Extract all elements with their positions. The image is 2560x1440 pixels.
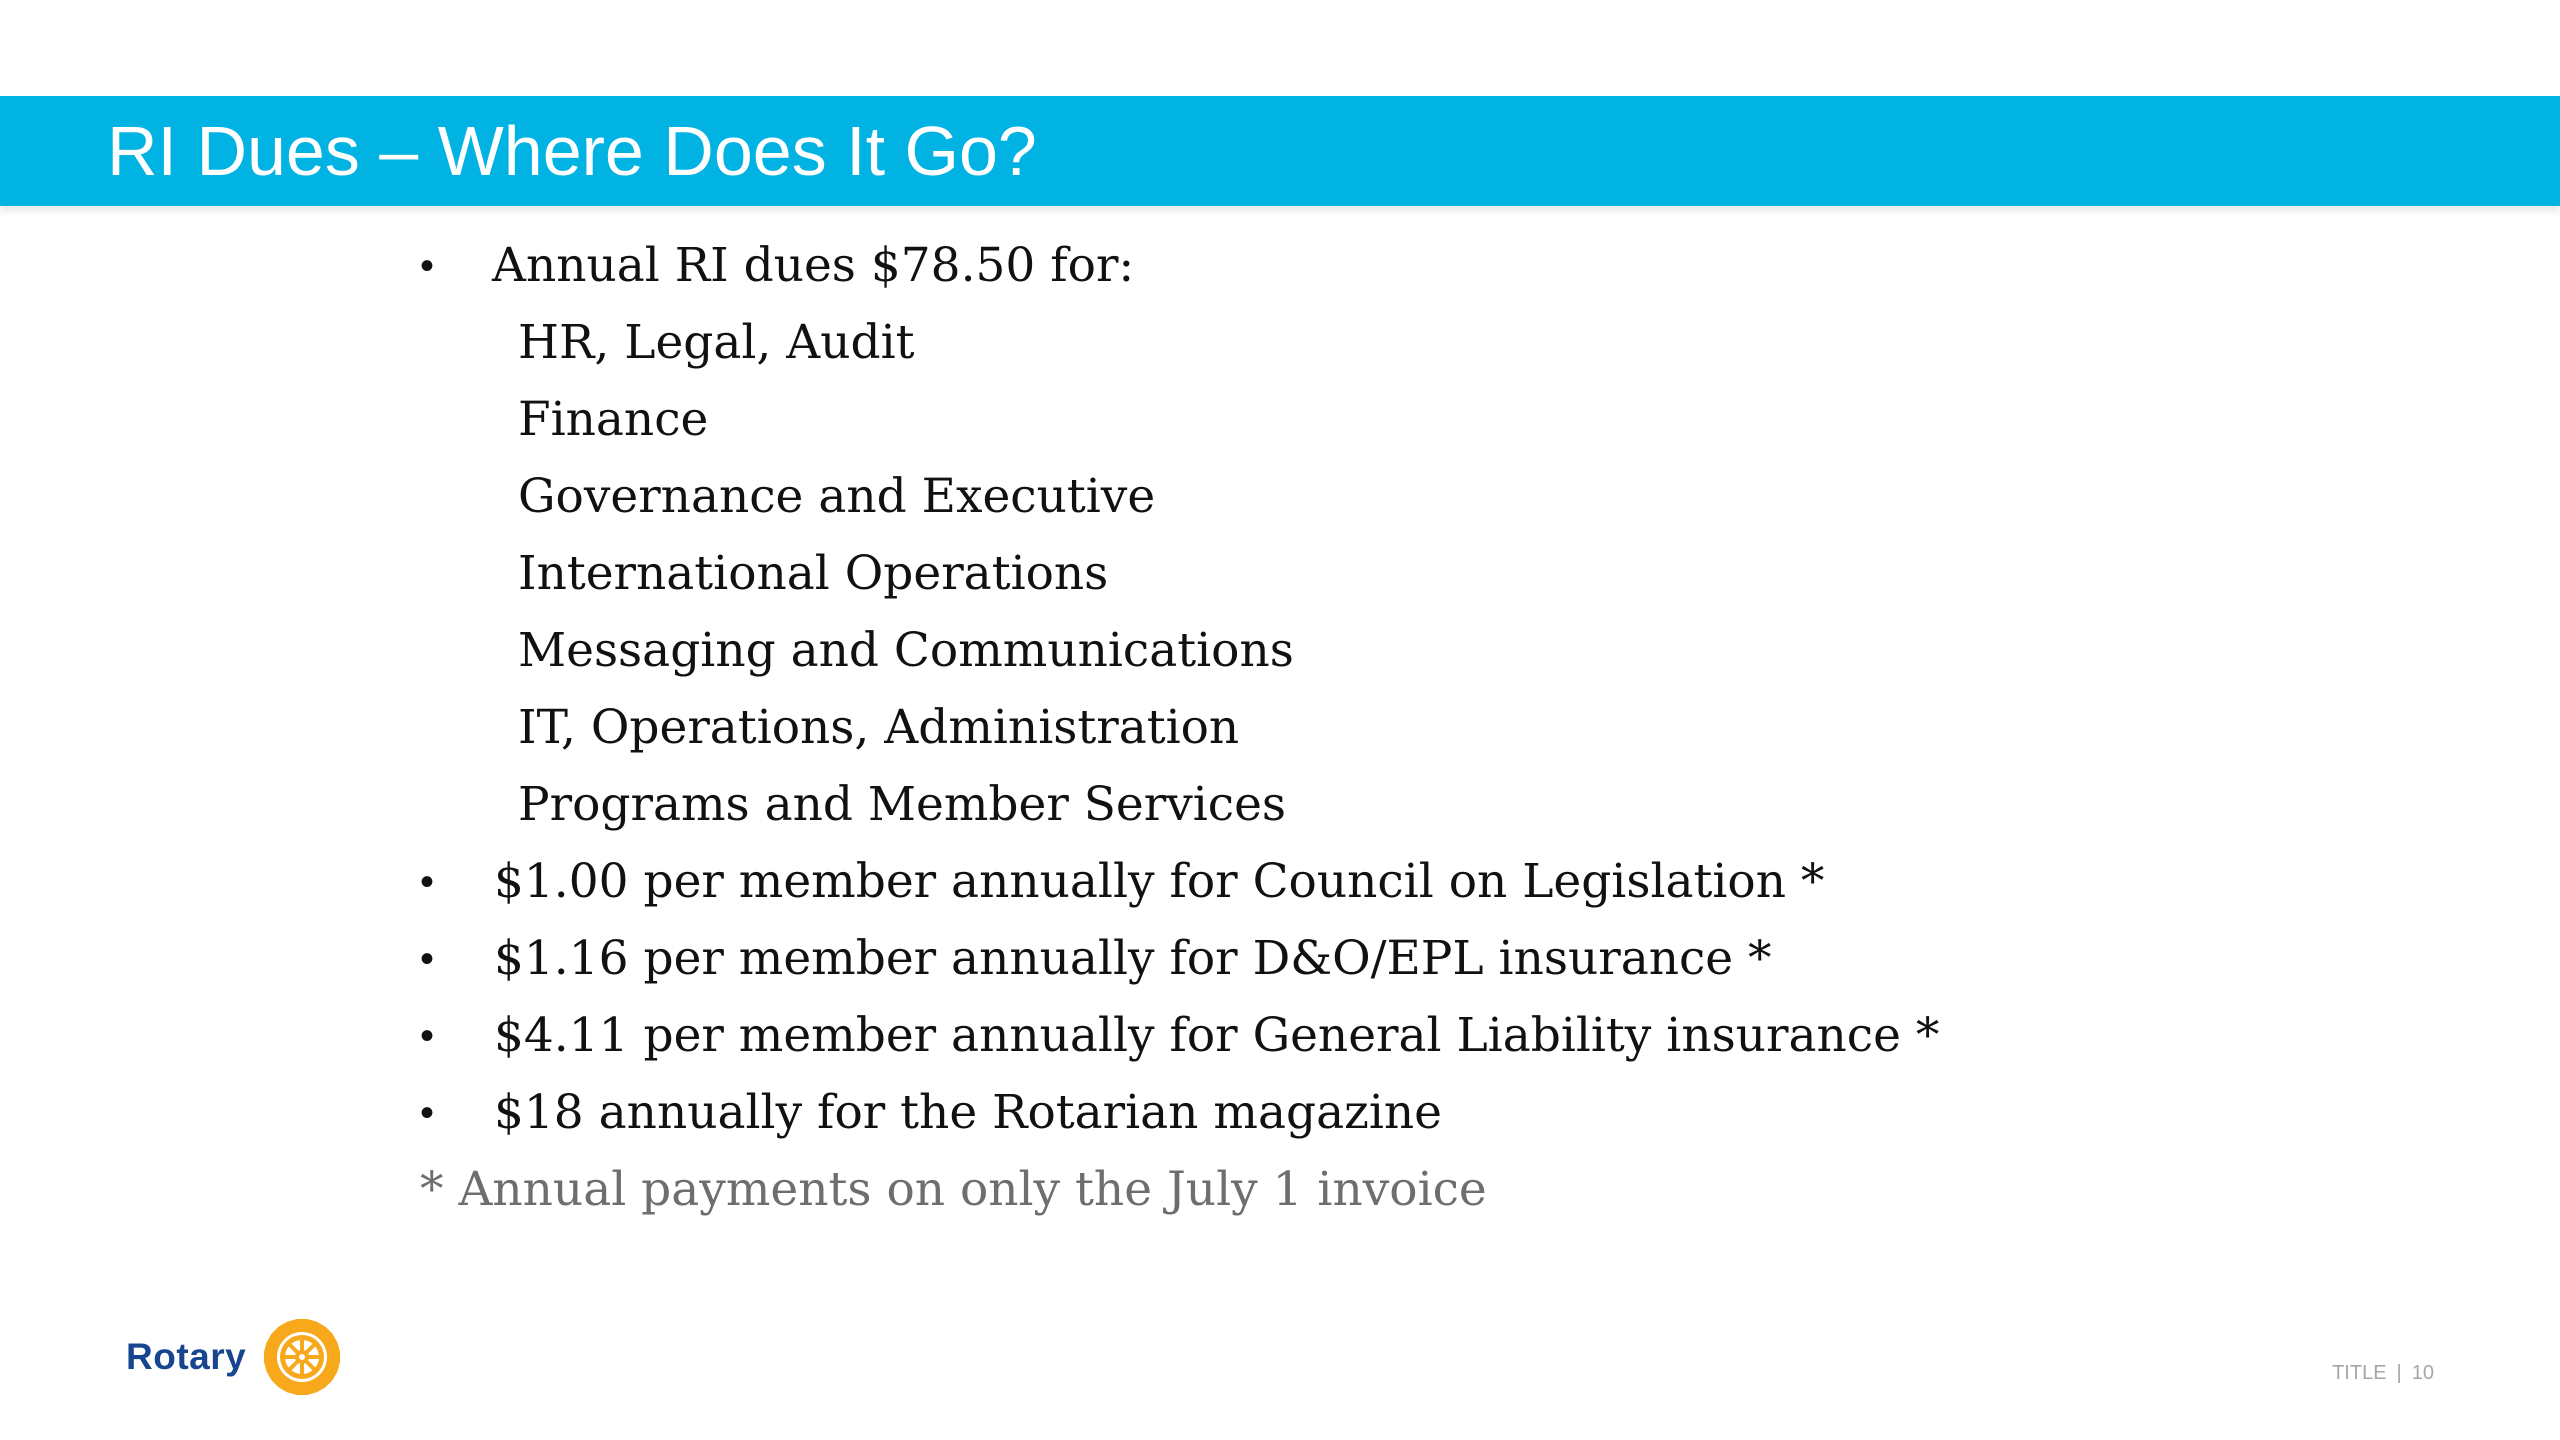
bullet-annual-dues: Annual RI dues $78.50 for: (492, 238, 1135, 293)
rotary-logo-text: Rotary (126, 1336, 247, 1377)
sub-item-finance: Finance (518, 392, 709, 447)
footer-separator: | (2396, 1362, 2402, 1384)
page-number: 10 (2411, 1362, 2434, 1384)
sub-item-messaging: Messaging and Communications (518, 623, 1294, 678)
footer-title: TITLE (2332, 1362, 2387, 1384)
sub-item-international-operations: International Operations (518, 546, 1109, 601)
bullet-marker: • (420, 244, 435, 288)
bullet-marker: • (420, 1014, 435, 1058)
bullet-general-liability: $4.11 per member annually for General Liability insurance * (494, 1008, 1940, 1063)
slide-title: RI Dues – Where Does It Go? (107, 112, 1037, 190)
sub-item-it-operations: IT, Operations, Administration (518, 700, 1240, 755)
footnote: * Annual payments on only the July 1 invoice (420, 1162, 1487, 1217)
rotary-wheel-icon (254, 1318, 350, 1396)
bullet-marker: • (420, 860, 435, 904)
bullet-council-on-legislation: $1.00 per member annually for Council on Legislation * (494, 854, 1825, 909)
bullet-marker: • (420, 937, 435, 981)
bullet-marker: • (420, 1091, 435, 1135)
sub-item-hr-legal-audit: HR, Legal, Audit (518, 315, 915, 370)
bullet-rotarian-magazine: $18 annually for the Rotarian magazine (494, 1085, 1442, 1140)
footer-page-label (2332, 1362, 2434, 1385)
sub-item-governance: Governance and Executive (518, 469, 1156, 524)
bullet-do-epl-insurance: $1.16 per member annually for D&O/EPL insurance * (494, 931, 1772, 986)
rotary-logo (126, 1318, 350, 1396)
sub-item-programs: Programs and Member Services (518, 777, 1287, 832)
